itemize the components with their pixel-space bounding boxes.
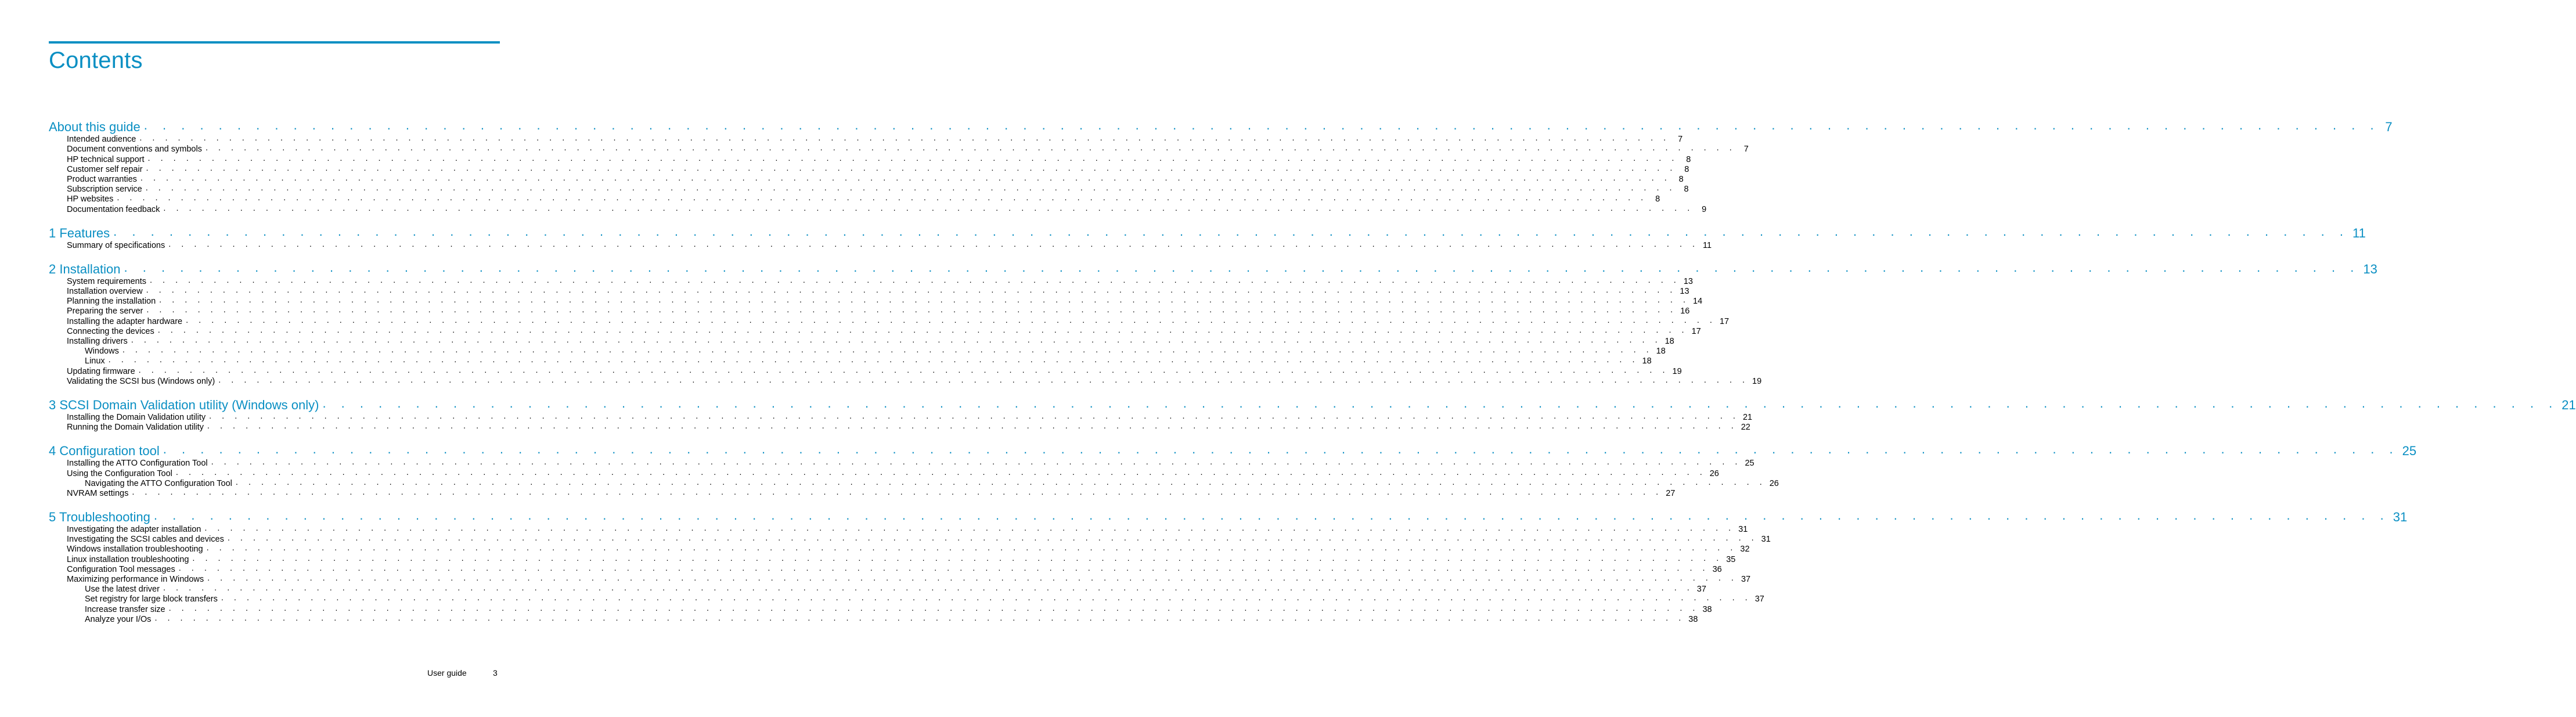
toc-entry-link[interactable]: [49, 421, 1750, 433]
toc-chapter-link[interactable]: [49, 442, 2417, 459]
dot-leader: . . . . . . . . . . . . . . . . . . . . . . . . . . . . . . . . . . . . . . . . . . . . . . . . . . . . . . . . . . . . . . . . . . . . . . . . . . . . . . . . . . . . . . . . . . . . . . . . . . . . . . . . . . . . . . . . . . . . . . . .: [138, 365, 1669, 375]
toc-entry-page: 35: [1726, 554, 1736, 564]
toc-chapter-title: 2 Installation: [49, 261, 121, 276]
toc-entry-title: Preparing the server: [67, 307, 143, 316]
toc-entry-link[interactable]: [49, 487, 1676, 499]
toc-entry-title: Navigating the ATTO Configuration Tool: [85, 478, 232, 488]
toc-entry-title: Linux: [85, 356, 105, 366]
toc-chapter: [49, 260, 2377, 387]
toc-entry-link[interactable]: [49, 375, 1762, 387]
dot-leader: . . . . . . . . . . . . . . . . . . . . . . . . . . . . . . . . . . . . . . . . . . . . . . . . . . . . . . . . . . . . . . . . . . . . . . . . . . . . . . . . . . . . . . . . . . . . . . . . . . . . . . . . . . . . . . . . . . . . . . . .: [117, 193, 1648, 203]
toc-entry-title: Installation overview: [67, 287, 143, 297]
toc-entry-title: Updating firmware: [67, 366, 135, 376]
dot-leader: . . . . . . . . . . . . . . . . . . . . . . . . . . . . . . . . . . . . . . . . . . . . . . . . . . . . . . . . . . . . . . . . . . . . . . . . . . . . . . . . . . . . . . . . . . . . . . . . . . . . . . . . . . . . . . . . . . . . . . . .: [163, 203, 1694, 213]
toc-entry-title: Planning the installation: [67, 297, 156, 307]
dot-leader: . . . . . . . . . . . . . . . . . . . . . . . . . . . . . . . . . . . . . . . . . . . . . . . . . . . . . . . . . . . . . . . . . . . . . . . . . . . . . . . . . . . . . . . . . . . . . . . . . . . . . . . . . . . . . . . . . . . . . . . .: [211, 457, 1742, 467]
dot-leader: . . . . . . . . . . . . . . . . . . . . . . . . . . . . . . . . . . . . . . . . . . . . . . . . . . . . . . . . . . . . . . . . . . . . . . . . . . . . . . . . . . . . . . . . . . . . . . . . . . . . . . . . . . . . . . . . . . . . . . . .: [168, 603, 1699, 613]
toc-entry-page: 7: [1678, 135, 1683, 145]
toc-chapter: [49, 442, 2417, 499]
toc-chapter: [49, 118, 2393, 215]
toc-entry-page: 9: [1702, 204, 1707, 214]
toc-entry-title: Product warranties: [67, 174, 137, 184]
toc-entry-page: 8: [1684, 164, 1689, 174]
toc-entry-title: Installing the ATTO Configuration Tool: [67, 459, 208, 469]
title-rule: [49, 41, 500, 44]
dot-leader: . . . . . . . . . . . . . . . . . . . . . . . . . . . . . . . . . . . . . . . . . . . . . . . . . . . . . . . . . . . . . . . . . . . . . . . . . . . . . . . . . . . . . . . . . . . . . . . . . . . . . . . . . . . . . . . . . . . . . . . .: [122, 345, 1653, 355]
toc-entry-page: 36: [1712, 564, 1722, 574]
toc-entry-page: 18: [1656, 347, 1666, 356]
toc-entry-page: 21: [1742, 412, 1753, 422]
toc-entry-page: 31: [1738, 525, 1748, 535]
dot-leader: . . . . . . . . . . . . . . . . . . . . . . . . . . . . . . . . . . . . . . . . . . . . . . . . . . . . . . . . . . . . . . . . . . . . . . . . . . . . . . . . . . . . . . . . . . . . . . . . . . . . . . . . . . . . . . . . . . . . . . . .: [204, 524, 1735, 534]
toc-entry-title: Installing the adapter hardware: [67, 316, 183, 326]
toc-entry-page: 7: [1743, 145, 1749, 154]
dot-leader: . . . . . . . . . . . . . . . . . . . . . . . . . . . . . . . . . . . . . . . . . . . . . . . . . . . . . . . . . . . . . . . . . . . . . . . . . . . . . . . . . . . . . . . . . . . . . . . . . . . . . . . . . . . . . . . . . . . . . . . .: [146, 305, 1677, 315]
toc-chapter-link[interactable]: [49, 507, 2408, 525]
toc-chapter-page: 25: [2402, 444, 2417, 459]
dot-leader: . . . . . . . . . . . . . . . . . . . . . . . . . . . . . . . . . . . . . . . . . . . . . . . . . . . . . . . . . . . . . . . . . . . . . . . . . . . . . . . . . . . . . . . . . . . . . . . . . . . . . . . . . . . . . . . . . . . . . . . .: [108, 355, 1639, 365]
dot-leader: . . . . . . . . . . . . . . . . . . . . . . . . . . . . . . . . . . . . . . . . . . . . . . . . . . . . . . . . . . . . . . . . . . . . . . . . . . . . . . . . . . . . . . . . . . . . . . . . . . . . . . . . . . . . . . . . . . . . . . . .: [163, 442, 2399, 457]
dot-leader: . . . . . . . . . . . . . . . . . . . . . . . . . . . . . . . . . . . . . . . . . . . . . . . . . . . . . . . . . . . . . . . . . . . . . . . . . . . . . . . . . . . . . . . . . . . . . . . . . . . . . . . . . . . . . . . . . . . . . . . .: [235, 477, 1766, 487]
toc-entry-link[interactable]: [49, 613, 1698, 625]
toc-entry-title: Subscription service: [67, 185, 142, 194]
toc-entry-page: 13: [1683, 276, 1693, 286]
toc-entry-page: 14: [1693, 297, 1703, 307]
toc-entry-page: 19: [1752, 376, 1762, 386]
toc-entry-title: Document conventions and symbols: [67, 145, 202, 154]
dot-leader: . . . . . . . . . . . . . . . . . . . . . . . . . . . . . . . . . . . . . . . . . . . . . . . . . . . . . . . . . . . . . . . . . . . . . . . . . . . . . . . . . . . . . . . . . . . . . . . . . . . . . . . . . . . . . . . . . . . . . . . .: [146, 163, 1677, 173]
toc-entry-page: 8: [1684, 185, 1689, 194]
dot-leader: . . . . . . . . . . . . . . . . . . . . . . . . . . . . . . . . . . . . . . . . . . . . . . . . . . . . . . . . . . . . . . . . . . . . . . . . . . . . . . . . . . . . . . . . . . . . . . . . . . . . . . . . . . . . . . . . . . . . . . . .: [218, 375, 1749, 385]
dot-leader: . . . . . . . . . . . . . . . . . . . . . . . . . . . . . . . . . . . . . . . . . . . . . . . . . . . . . . . . . . . . . . . . . . . . . . . . . . . . . . . . . . . . . . . . . . . . . . . . . . . . . . . . . . . . . . . . . . . . . . . .: [178, 563, 1709, 573]
toc-chapter-title: About this guide: [49, 120, 140, 134]
toc-entry-title: Increase transfer size: [85, 604, 165, 614]
toc-entry-page: 8: [1678, 174, 1684, 184]
toc-entry-page: 19: [1672, 366, 1682, 376]
toc-entry-title: Using the Configuration Tool: [67, 469, 172, 478]
toc-entry-page: 17: [1691, 326, 1701, 336]
footer-document-label: User guide: [427, 668, 467, 678]
dot-leader: . . . . . . . . . . . . . . . . . . . . . . . . . . . . . . . . . . . . . . . . . . . . . . . . . . . . . . . . . . . . . . . . . . . . . . . . . . . . . . . . . . . . . . . . . . . . . . . . . . . . . . . . . . . . . . . . . . . . . . . .: [205, 143, 1736, 153]
dot-leader: . . . . . . . . . . . . . . . . . . . . . . . . . . . . . . . . . . . . . . . . . . . . . . . . . . . . . . . . . . . . . . . . . . . . . . . . . . . . . . . . . . . . . . . . . . . . . . . . . . . . . . . . . . . . . . . . . . . . . . . .: [209, 411, 1739, 421]
dot-leader: . . . . . . . . . . . . . . . . . . . . . . . . . . . . . . . . . . . . . . . . . . . . . . . . . . . . . . . . . . . . . . . . . . . . . . . . . . . . . . . . . . . . . . . . . . . . . . . . . . . . . . . . . . . . . . . . . . . . . . . .: [139, 134, 1670, 143]
toc-entry-page: 37: [1741, 575, 1751, 584]
toc-chapter-title: 4 Configuration tool: [49, 444, 160, 459]
toc-entry-title: Validating the SCSI bus (Windows only): [67, 376, 215, 386]
dot-leader: . . . . . . . . . . . . . . . . . . . . . . . . . . . . . . . . . . . . . . . . . . . . . . . . . . . . . . . . . . . . . . . . . . . . . . . . . . . . . . . . . . . . . . . . . . . . . . . . . . . . . . . . . . . . . . . . . . . . . . . .: [131, 336, 1662, 345]
toc-entry-title: HP websites: [67, 194, 114, 204]
toc-entry-title: Use the latest driver: [85, 585, 160, 595]
footer-page-number: 3: [493, 668, 498, 678]
dot-leader: . . . . . . . . . . . . . . . . . . . . . . . . . . . . . . . . . . . . . . . . . . . . . . . . . . . . . . . . . . . . . . . . . . . . . . . . . . . . . . . . . . . . . . . . . . . . . . . . . . . . . . . . . . . . . . . . . . . . . . . .: [147, 153, 1678, 163]
toc-entry-title: Windows installation troubleshooting: [67, 545, 203, 554]
toc-entry-title: Connecting the devices: [67, 326, 154, 336]
toc-entry-page: 18: [1642, 356, 1652, 366]
toc-entry-title: Customer self repair: [67, 164, 143, 174]
toc-chapter-page: 13: [2363, 261, 2377, 276]
toc-chapter-page: 21: [2561, 397, 2576, 412]
toc-chapter: [49, 224, 2366, 251]
dot-leader: . . . . . . . . . . . . . . . . . . . . . . . . . . . . . . . . . . . . . . . . . . . . . . . . . . . . . . . . . . . . . . . . . . . . . . . . . . . . . . . . . . . . . . . . . . . . . . . . . . . . . . . . . . . . . . . . . . . . . . . .: [140, 173, 1671, 183]
toc-entry-title: System requirements: [67, 276, 146, 286]
toc-entry-title: Installing drivers: [67, 337, 128, 346]
toc-chapter-link[interactable]: [49, 260, 2377, 277]
toc-entry-page: 32: [1740, 545, 1750, 554]
toc-entry-page: 8: [1655, 194, 1660, 204]
toc-entry-page: 27: [1666, 488, 1676, 498]
toc-chapter-page: 7: [2385, 120, 2393, 134]
dot-leader: . . . . . . . . . . . . . . . . . . . . . . . . . . . . . . . . . . . . . . . . . . . . . . . . . . . . . . . . . . . . . . . . . . . . . . . . . . . . . . . . . . . . . . . . . . . . . . . . . . . . . . . . . . . . . . . . . . . . . . . .: [113, 224, 2350, 239]
toc-entry-title: Installing the Domain Validation utility: [67, 412, 206, 422]
toc-entry-page: 31: [1761, 535, 1771, 545]
toc-entry-page: 38: [1688, 614, 1698, 624]
dot-leader: . . . . . . . . . . . . . . . . . . . . . . . . . . . . . . . . . . . . . . . . . . . . . . . . . . . . . . . . . . . . . . . . . . . . . . . . . . . . . . . . . . . . . . . . . . . . . . . . . . . . . . . . . . . . . . . . . . . . . . . .: [150, 275, 1680, 285]
dot-leader: . . . . . . . . . . . . . . . . . . . . . . . . . . . . . . . . . . . . . . . . . . . . . . . . . . . . . . . . . . . . . . . . . . . . . . . . . . . . . . . . . . . . . . . . . . . . . . . . . . . . . . . . . . . . . . . . . . . . . . . .: [132, 487, 1663, 497]
dot-leader: . . . . . . . . . . . . . . . . . . . . . . . . . . . . . . . . . . . . . . . . . . . . . . . . . . . . . . . . . . . . . . . . . . . . . . . . . . . . . . . . . . . . . . . . . . . . . . . . . . . . . . . . . . . . . . . . . . . . . . . .: [322, 395, 2559, 410]
toc-entry-page: 18: [1665, 337, 1674, 346]
toc-entry-title: NVRAM settings: [67, 488, 129, 498]
dot-leader: . . . . . . . . . . . . . . . . . . . . . . . . . . . . . . . . . . . . . . . . . . . . . . . . . . . . . . . . . . . . . . . . . . . . . . . . . . . . . . . . . . . . . . . . . . . . . . . . . . . . . . . . . . . . . . . . . . . . . . . .: [175, 467, 1706, 477]
toc-entry-title: Intended audience: [67, 135, 136, 145]
dot-leader: . . . . . . . . . . . . . . . . . . . . . . . . . . . . . . . . . . . . . . . . . . . . . . . . . . . . . . . . . . . . . . . . . . . . . . . . . . . . . . . . . . . . . . . . . . . . . . . . . . . . . . . . . . . . . . . . . . . . . . . .: [221, 593, 1752, 603]
toc-chapter-page: 11: [2352, 225, 2366, 240]
dot-leader: . . . . . . . . . . . . . . . . . . . . . . . . . . . . . . . . . . . . . . . . . . . . . . . . . . . . . . . . . . . . . . . . . . . . . . . . . . . . . . . . . . . . . . . . . . . . . . . . . . . . . . . . . . . . . . . . . . . . . . . .: [143, 118, 2380, 132]
dot-leader: . . . . . . . . . . . . . . . . . . . . . . . . . . . . . . . . . . . . . . . . . . . . . . . . . . . . . . . . . . . . . . . . . . . . . . . . . . . . . . . . . . . . . . . . . . . . . . . . . . . . . . . . . . . . . . . . . . . . . . . .: [186, 315, 1716, 325]
toc-entry-page: 26: [1709, 469, 1719, 478]
dot-leader: . . . . . . . . . . . . . . . . . . . . . . . . . . . . . . . . . . . . . . . . . . . . . . . . . . . . . . . . . . . . . . . . . . . . . . . . . . . . . . . . . . . . . . . . . . . . . . . . . . . . . . . . . . . . . . . . . . . . . . . .: [159, 296, 1689, 305]
toc-entry-title: Set registry for large block transfers: [85, 595, 218, 604]
dot-leader: . . . . . . . . . . . . . . . . . . . . . . . . . . . . . . . . . . . . . . . . . . . . . . . . . . . . . . . . . . . . . . . . . . . . . . . . . . . . . . . . . . . . . . . . . . . . . . . . . . . . . . . . . . . . . . . . . . . . . . . .: [168, 239, 1699, 249]
dot-leader: . . . . . . . . . . . . . . . . . . . . . . . . . . . . . . . . . . . . . . . . . . . . . . . . . . . . . . . . . . . . . . . . . . . . . . . . . . . . . . . . . . . . . . . . . . . . . . . . . . . . . . . . . . . . . . . . . . . . . . . .: [207, 421, 1738, 431]
dot-leader: . . . . . . . . . . . . . . . . . . . . . . . . . . . . . . . . . . . . . . . . . . . . . . . . . . . . . . . . . . . . . . . . . . . . . . . . . . . . . . . . . . . . . . . . . . . . . . . . . . . . . . . . . . . . . . . . . . . . . . . .: [163, 583, 1694, 593]
dot-leader: . . . . . . . . . . . . . . . . . . . . . . . . . . . . . . . . . . . . . . . . . . . . . . . . . . . . . . . . . . . . . . . . . . . . . . . . . . . . . . . . . . . . . . . . . . . . . . . . . . . . . . . . . . . . . . . . . . . . . . . .: [124, 260, 2360, 275]
dot-leader: . . . . . . . . . . . . . . . . . . . . . . . . . . . . . . . . . . . . . . . . . . . . . . . . . . . . . . . . . . . . . . . . . . . . . . . . . . . . . . . . . . . . . . . . . . . . . . . . . . . . . . . . . . . . . . . . . . . . . . . .: [146, 286, 1677, 296]
toc-entry-link[interactable]: [49, 239, 1712, 251]
toc-chapter-title: 3 SCSI Domain Validation utility (Windows only): [49, 397, 319, 412]
toc-entry-title: Investigating the SCSI cables and devices: [67, 535, 224, 545]
toc-chapter-page: 31: [2393, 509, 2408, 524]
toc-entry-title: Windows: [85, 347, 119, 356]
toc-entry-page: 11: [1703, 240, 1712, 250]
table-of-contents: [49, 118, 2576, 635]
toc-entry-title: HP technical support: [67, 154, 145, 164]
toc-entry-title: Summary of specifications: [67, 240, 165, 250]
toc-chapter-link[interactable]: [49, 224, 2366, 241]
toc-entry-page: 37: [1696, 585, 1706, 595]
toc-chapter: [49, 507, 2408, 625]
toc-entry-page: 26: [1769, 478, 1779, 488]
page-title: Contents: [49, 48, 143, 73]
dot-leader: . . . . . . . . . . . . . . . . . . . . . . . . . . . . . . . . . . . . . . . . . . . . . . . . . . . . . . . . . . . . . . . . . . . . . . . . . . . . . . . . . . . . . . . . . . . . . . . . . . . . . . . . . . . . . . . . . . . . . . . .: [207, 574, 1738, 583]
dot-leader: . . . . . . . . . . . . . . . . . . . . . . . . . . . . . . . . . . . . . . . . . . . . . . . . . . . . . . . . . . . . . . . . . . . . . . . . . . . . . . . . . . . . . . . . . . . . . . . . . . . . . . . . . . . . . . . . . . . . . . . .: [227, 534, 1758, 543]
toc-chapter-link[interactable]: [49, 395, 2576, 413]
toc-entry-title: Documentation feedback: [67, 204, 160, 214]
toc-entry-title: Configuration Tool messages: [67, 564, 175, 574]
dot-leader: . . . . . . . . . . . . . . . . . . . . . . . . . . . . . . . . . . . . . . . . . . . . . . . . . . . . . . . . . . . . . . . . . . . . . . . . . . . . . . . . . . . . . . . . . . . . . . . . . . . . . . . . . . . . . . . . . . . . . . . .: [145, 183, 1676, 193]
dot-leader: . . . . . . . . . . . . . . . . . . . . . . . . . . . . . . . . . . . . . . . . . . . . . . . . . . . . . . . . . . . . . . . . . . . . . . . . . . . . . . . . . . . . . . . . . . . . . . . . . . . . . . . . . . . . . . . . . . . . . . . .: [157, 325, 1688, 335]
toc-entry-page: 16: [1680, 307, 1690, 316]
dot-leader: . . . . . . . . . . . . . . . . . . . . . . . . . . . . . . . . . . . . . . . . . . . . . . . . . . . . . . . . . . . . . . . . . . . . . . . . . . . . . . . . . . . . . . . . . . . . . . . . . . . . . . . . . . . . . . . . . . . . . . . .: [192, 553, 1723, 563]
toc-entry-title: Investigating the adapter installation: [67, 525, 201, 535]
toc-entry-page: 25: [1745, 459, 1754, 469]
toc-entry-title: Running the Domain Validation utility: [67, 423, 204, 433]
toc-entry-page: 22: [1741, 423, 1750, 433]
toc-entry-page: 13: [1680, 287, 1689, 297]
toc-chapter-link[interactable]: [49, 118, 2393, 135]
dot-leader: . . . . . . . . . . . . . . . . . . . . . . . . . . . . . . . . . . . . . . . . . . . . . . . . . . . . . . . . . . . . . . . . . . . . . . . . . . . . . . . . . . . . . . . . . . . . . . . . . . . . . . . . . . . . . . . . . . . . . . . .: [153, 507, 2390, 523]
toc-entry-page: 37: [1754, 595, 1764, 604]
toc-entry-page: 8: [1686, 154, 1691, 164]
toc-entry-link[interactable]: [49, 203, 1707, 214]
dot-leader: . . . . . . . . . . . . . . . . . . . . . . . . . . . . . . . . . . . . . . . . . . . . . . . . . . . . . . . . . . . . . . . . . . . . . . . . . . . . . . . . . . . . . . . . . . . . . . . . . . . . . . . . . . . . . . . . . . . . . . . .: [206, 543, 1737, 553]
toc-chapter-title: 1 Features: [49, 225, 110, 240]
dot-leader: . . . . . . . . . . . . . . . . . . . . . . . . . . . . . . . . . . . . . . . . . . . . . . . . . . . . . . . . . . . . . . . . . . . . . . . . . . . . . . . . . . . . . . . . . . . . . . . . . . . . . . . . . . . . . . . . . . . . . . . .: [154, 613, 1685, 623]
toc-entry-page: 38: [1702, 604, 1712, 614]
toc-entry-title: Linux installation troubleshooting: [67, 554, 189, 564]
toc-entry-title: Analyze your I/Os: [85, 614, 152, 624]
toc-entry-page: 17: [1719, 316, 1730, 326]
toc-chapter-title: 5 Troubleshooting: [49, 509, 150, 524]
toc-entry-title: Maximizing performance in Windows: [67, 575, 204, 584]
toc-chapter: [49, 395, 2576, 433]
